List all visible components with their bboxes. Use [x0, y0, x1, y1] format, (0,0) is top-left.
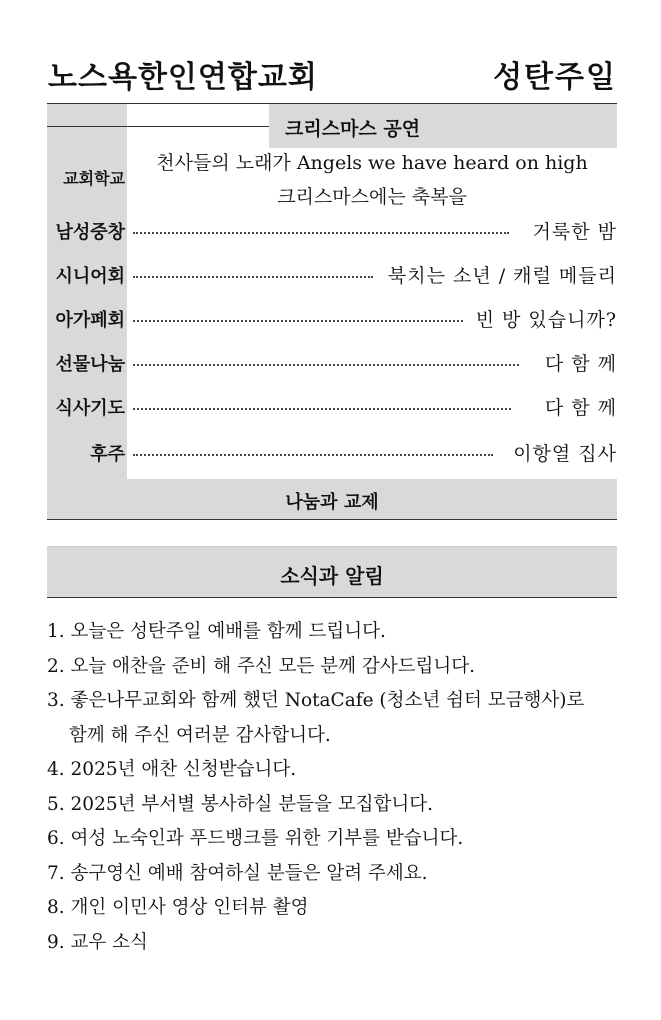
- program-row: [47, 344, 617, 380]
- program-row: [47, 388, 617, 424]
- list-item: 8. 개인 이민사 영상 인터뷰 촬영: [47, 897, 309, 918]
- program-row: [47, 256, 617, 292]
- sunday-name: 성탄주일: [493, 60, 617, 95]
- closing-band: [47, 479, 617, 519]
- list-item: 2. 오늘 애찬을 준비 해 주신 모든 분께 감사드립니다.: [47, 655, 475, 677]
- row-value: 북치는 소년 / 캐럴 메들리: [387, 265, 617, 287]
- program-box: [47, 103, 617, 520]
- dot-leader: [133, 320, 463, 322]
- program-title: 크리스마스 공연: [285, 118, 421, 140]
- dot-leader: [133, 232, 509, 234]
- row-value: 다 함 께: [544, 397, 617, 419]
- program-row: [47, 300, 617, 336]
- row-label: 남성중창: [55, 222, 125, 243]
- program-title-band: [47, 104, 617, 148]
- school-line-1: 천사들의 노래가 Angels we have heard on high: [156, 152, 588, 174]
- dot-leader: [133, 408, 511, 410]
- list-item: 7. 송구영신 예배 참여하실 분들은 알려 주세요.: [47, 862, 428, 884]
- list-item: 4. 2025년 애찬 신청받습니다.: [47, 759, 297, 780]
- news-list: [47, 615, 617, 960]
- row-label: 선물나눔: [55, 354, 125, 375]
- row-value: 거룩한 밤: [532, 221, 617, 243]
- dot-leader: [133, 364, 519, 366]
- row-value: 빈 방 있습니까?: [475, 309, 617, 331]
- bulletin-header: [48, 52, 617, 96]
- row-label: 후주: [90, 444, 125, 465]
- row-label: 시니어회: [55, 266, 125, 287]
- school-label: 교회학교: [63, 169, 125, 188]
- row-value: 다 함 께: [544, 353, 617, 375]
- church-name: 노스욕한인연합교회: [48, 60, 318, 95]
- news-header: [47, 546, 617, 598]
- program-row: [47, 434, 617, 470]
- list-item: 6. 여성 노숙인과 푸드뱅크를 위한 기부를 받습니다.: [47, 828, 464, 849]
- closing-text: 나눔과 교제: [285, 492, 379, 513]
- news-title: 소식과 알림: [280, 564, 384, 588]
- list-item: 3. 좋은나무교회와 함께 했던 NotaCafe (청소년 쉼터 모금행사)로: [47, 690, 585, 711]
- row-label: 아가페회: [55, 310, 125, 331]
- program-row: [47, 212, 617, 248]
- school-line-2: 크리스마스에는 축복을: [277, 186, 467, 208]
- row-label: 식사기도: [55, 398, 125, 419]
- list-item: 1. 오늘은 성탄주일 예배를 함께 드립니다.: [47, 621, 386, 642]
- dot-leader: [133, 276, 373, 278]
- list-item: 9. 교우 소식: [47, 931, 148, 953]
- row-value: 이항열 집사: [513, 443, 617, 465]
- dot-leader: [133, 454, 493, 456]
- list-item: 함께 해 주신 여러분 감사합니다.: [69, 724, 331, 746]
- title-rule: [47, 126, 269, 127]
- list-item: 5. 2025년 부서별 봉사하실 분들을 모집합니다.: [47, 793, 433, 815]
